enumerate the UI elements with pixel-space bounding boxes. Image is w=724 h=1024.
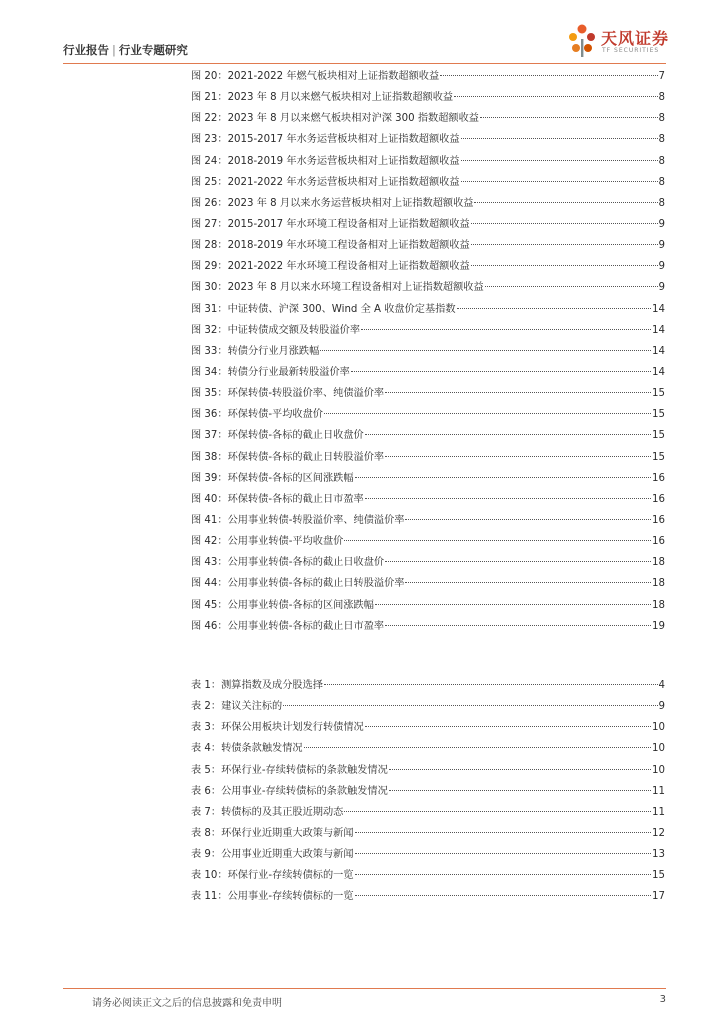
table-entry[interactable] xyxy=(191,886,665,907)
dot-leader xyxy=(405,582,651,583)
figure-entry-page: 9 xyxy=(658,261,665,273)
figure-entry-label: 图 36：环保转债-平均收盘价 xyxy=(191,409,323,421)
figure-entry[interactable] xyxy=(191,616,665,637)
figure-entry-label: 图 46：公用事业转债-各标的截止日市盈率 xyxy=(191,620,385,632)
dot-leader xyxy=(355,895,652,896)
table-entry-label: 表 2：建议关注标的 xyxy=(191,701,283,713)
figure-entry[interactable] xyxy=(191,235,665,256)
figure-index xyxy=(191,66,665,637)
figure-entry[interactable] xyxy=(191,341,665,362)
figure-entry[interactable] xyxy=(191,299,665,320)
figure-entry[interactable] xyxy=(191,468,665,489)
dot-leader xyxy=(355,874,652,875)
figure-entry-label: 图 41：公用事业转债-转股溢价率、纯债溢价率 xyxy=(191,514,405,526)
figure-entry-page: 9 xyxy=(658,218,665,230)
dot-leader xyxy=(385,456,651,457)
table-entry-label: 表 10：环保行业-存续转债标的一览 xyxy=(191,870,354,882)
table-entry-label: 表 4：转债条款触发情况 xyxy=(191,743,303,755)
figure-entry[interactable] xyxy=(191,531,665,552)
dot-leader xyxy=(355,477,652,478)
header-separator: | xyxy=(112,43,116,57)
report-subtype-label: 行业专题研究 xyxy=(118,43,188,57)
dot-leader xyxy=(471,223,658,224)
figure-entry-page: 8 xyxy=(658,92,665,104)
dot-leader xyxy=(457,308,651,309)
figure-entry-page: 16 xyxy=(652,493,665,505)
dot-leader xyxy=(283,705,657,706)
table-entry-label: 表 6：公用事业-存续转债标的条款触发情况 xyxy=(191,785,388,797)
table-entry-label: 表 5：环保行业-存续转债标的条款触发情况 xyxy=(191,764,388,776)
figure-entry-page: 18 xyxy=(652,578,665,590)
figure-entry[interactable] xyxy=(191,129,665,150)
table-entry-page: 13 xyxy=(652,849,665,861)
figure-entry-page: 14 xyxy=(652,366,665,378)
dot-leader xyxy=(365,434,651,435)
figure-entry-page: 15 xyxy=(652,430,665,442)
dot-leader xyxy=(405,519,651,520)
figure-entry-label: 图 21：2023 年 8 月以来燃气板块相对上证指数超额收益 xyxy=(191,92,454,104)
figure-entry[interactable] xyxy=(191,193,665,214)
dot-leader xyxy=(480,117,658,118)
figure-entry-label: 图 29：2021-2022 年水环境工程设备相对上证指数超额收益 xyxy=(191,261,470,273)
dot-leader xyxy=(365,498,651,499)
figure-entry-label: 图 22：2023 年 8 月以来燃气板块相对沪深 300 指数超额收益 xyxy=(191,113,479,125)
figure-entry-page: 7 xyxy=(658,71,665,82)
table-entry[interactable] xyxy=(191,675,665,696)
figure-entry-label: 图 27：2015-2017 年水环境工程设备相对上证指数超额收益 xyxy=(191,218,470,230)
figure-entry-label: 图 23：2015-2017 年水务运营板块相对上证指数超额收益 xyxy=(191,134,460,146)
disclaimer-notice: 请务必阅读正文之后的信息披露和免责申明 xyxy=(92,998,282,1009)
table-entry[interactable] xyxy=(191,738,665,759)
figure-entry-page: 14 xyxy=(652,345,665,357)
table-entry-page: 9 xyxy=(658,701,665,713)
figure-entry-page: 18 xyxy=(652,557,665,569)
dot-leader xyxy=(361,329,651,330)
figure-entry-label: 图 20：2021-2022 年燃气板块相对上证指数超额收益 xyxy=(191,71,440,82)
table-entry-label: 表 3：环保公用板块计划发行转债情况 xyxy=(191,722,364,734)
figure-entry-label: 图 43：公用事业转债-各标的截止日收盘价 xyxy=(191,557,385,569)
logo-english-name: TF SECURITIES xyxy=(602,47,660,54)
table-entry-label: 表 9：公用事业近期重大政策与新闻 xyxy=(191,849,354,861)
table-entry-page: 10 xyxy=(652,743,665,755)
figure-entry[interactable] xyxy=(191,489,665,510)
figure-entry[interactable] xyxy=(191,172,665,193)
dot-leader xyxy=(461,138,658,139)
figure-entry[interactable] xyxy=(191,214,665,235)
figure-entry-label: 图 44：公用事业转债-各标的截止日转股溢价率 xyxy=(191,578,405,590)
table-entry[interactable] xyxy=(191,844,665,865)
dot-leader xyxy=(485,286,658,287)
figure-entry-label: 图 26：2023 年 8 月以来水务运营板块相对上证指数超额收益 xyxy=(191,197,474,209)
report-type-header xyxy=(63,42,188,58)
table-entry[interactable] xyxy=(191,781,665,802)
figure-entry[interactable] xyxy=(191,320,665,341)
table-entry[interactable] xyxy=(191,696,665,717)
figure-entry[interactable] xyxy=(191,66,665,87)
table-entry[interactable] xyxy=(191,865,665,886)
figure-entry-page: 9 xyxy=(658,240,665,252)
figure-entry-label: 图 35：环保转债-转股溢价率、纯债溢价率 xyxy=(191,388,385,400)
table-entry-page: 11 xyxy=(652,806,665,818)
dot-leader xyxy=(375,604,651,605)
figure-entry-page: 8 xyxy=(658,197,665,209)
figure-entry[interactable] xyxy=(191,256,665,277)
figure-entry[interactable] xyxy=(191,362,665,383)
dot-leader xyxy=(461,181,658,182)
dot-leader xyxy=(344,540,651,541)
dot-leader xyxy=(389,769,651,770)
table-entry-label: 表 8：环保行业近期重大政策与新闻 xyxy=(191,827,354,839)
dot-leader xyxy=(355,853,652,854)
figure-entry-page: 15 xyxy=(652,409,665,421)
dot-leader xyxy=(385,625,651,626)
figure-entry-page: 8 xyxy=(658,113,665,125)
figure-entry-page: 19 xyxy=(652,620,665,632)
logo-chinese-name: 天风证券 xyxy=(601,29,670,48)
figure-entry-page: 14 xyxy=(652,303,665,315)
page-number: 3 xyxy=(659,994,666,1005)
dot-leader xyxy=(324,684,658,685)
figure-entry[interactable] xyxy=(191,404,665,425)
dot-leader xyxy=(355,832,652,833)
figure-entry-page: 16 xyxy=(652,536,665,548)
table-index xyxy=(191,675,665,908)
dot-leader xyxy=(324,413,651,414)
figure-entry-label: 图 30：2023 年 8 月以来水环境工程设备相对上证指数超额收益 xyxy=(191,282,484,294)
figure-entry-label: 图 38：环保转债-各标的截止日转股溢价率 xyxy=(191,451,385,463)
figure-entry-label: 图 28：2018-2019 年水环境工程设备相对上证指数超额收益 xyxy=(191,240,470,252)
figure-entry-label: 图 42：公用事业转债-平均收盘价 xyxy=(191,536,344,548)
figure-entry[interactable] xyxy=(191,595,665,616)
dot-leader xyxy=(389,790,651,791)
table-entry-page: 17 xyxy=(652,891,665,903)
dot-leader xyxy=(461,160,658,161)
figure-entry[interactable] xyxy=(191,151,665,172)
dot-leader xyxy=(385,561,651,562)
table-entry-page: 10 xyxy=(652,722,665,734)
company-logo xyxy=(565,22,675,62)
figure-entry-label: 图 45：公用事业转债-各标的区间涨跌幅 xyxy=(191,599,374,611)
dot-leader xyxy=(471,265,658,266)
table-entry-page: 12 xyxy=(652,827,665,839)
figure-entry[interactable] xyxy=(191,510,665,531)
dot-leader xyxy=(304,747,651,748)
figure-entry-label: 图 40：环保转债-各标的截止日市盈率 xyxy=(191,493,364,505)
table-entry-page: 4 xyxy=(658,680,665,691)
table-entry[interactable] xyxy=(191,717,665,738)
figure-entry-page: 16 xyxy=(652,514,665,526)
table-entry-page: 11 xyxy=(652,785,665,797)
figure-entry-label: 图 32：中证转债成交额及转股溢价率 xyxy=(191,324,361,336)
figure-entry-page: 8 xyxy=(658,176,665,188)
figure-entry[interactable] xyxy=(191,277,665,298)
dot-leader xyxy=(365,726,651,727)
figure-entry-label: 图 37：环保转债-各标的截止日收盘价 xyxy=(191,430,364,442)
logo-flower-icon xyxy=(565,22,599,62)
footer-divider xyxy=(63,988,666,989)
figure-entry-label: 图 24：2018-2019 年水务运营板块相对上证指数超额收益 xyxy=(191,155,460,167)
table-entry[interactable] xyxy=(191,823,665,844)
figure-entry[interactable] xyxy=(191,383,665,404)
table-entry-label: 表 1：测算指数及成分股选择 xyxy=(191,680,323,691)
figure-entry-label: 图 39：环保转债-各标的区间涨跌幅 xyxy=(191,472,354,484)
table-entry[interactable] xyxy=(191,802,665,823)
figure-entry-label: 图 33：转债分行业月涨跌幅 xyxy=(191,345,320,357)
figure-entry-page: 15 xyxy=(652,388,665,400)
figure-entry-label: 图 34：转债分行业最新转股溢价率 xyxy=(191,366,350,378)
figure-entry[interactable] xyxy=(191,108,665,129)
figure-entry[interactable] xyxy=(191,573,665,594)
figure-entry-page: 16 xyxy=(652,472,665,484)
figure-entry[interactable] xyxy=(191,87,665,108)
table-entry-page: 10 xyxy=(652,764,665,776)
figure-entry-page: 14 xyxy=(652,324,665,336)
figure-entry[interactable] xyxy=(191,425,665,446)
dot-leader xyxy=(351,371,651,372)
dot-leader xyxy=(471,244,658,245)
figure-entry[interactable] xyxy=(191,447,665,468)
figure-entry-label: 图 25：2021-2022 年水务运营板块相对上证指数超额收益 xyxy=(191,176,460,188)
report-type-label: 行业报告 xyxy=(63,43,109,57)
table-entry-label: 表 7：转债标的及其正股近期动态 xyxy=(191,806,344,818)
figure-entry-page: 8 xyxy=(658,155,665,167)
figure-entry-page: 9 xyxy=(658,282,665,294)
dot-leader xyxy=(454,96,657,97)
figure-entry-page: 8 xyxy=(658,134,665,146)
header-divider xyxy=(63,63,666,64)
table-entry-label: 表 11：公用事业-存续转债标的一览 xyxy=(191,891,354,903)
table-entry[interactable] xyxy=(191,760,665,781)
dot-leader xyxy=(344,811,651,812)
figure-entry[interactable] xyxy=(191,552,665,573)
dot-leader xyxy=(440,75,657,76)
figure-entry-label: 图 31：中证转债、沪深 300、Wind 全 A 收盘价定基指数 xyxy=(191,303,456,315)
table-entry-page: 15 xyxy=(652,870,665,882)
dot-leader xyxy=(385,392,651,393)
figure-entry-page: 15 xyxy=(652,451,665,463)
figure-entry-page: 18 xyxy=(652,599,665,611)
dot-leader xyxy=(474,202,657,203)
dot-leader xyxy=(320,350,651,351)
